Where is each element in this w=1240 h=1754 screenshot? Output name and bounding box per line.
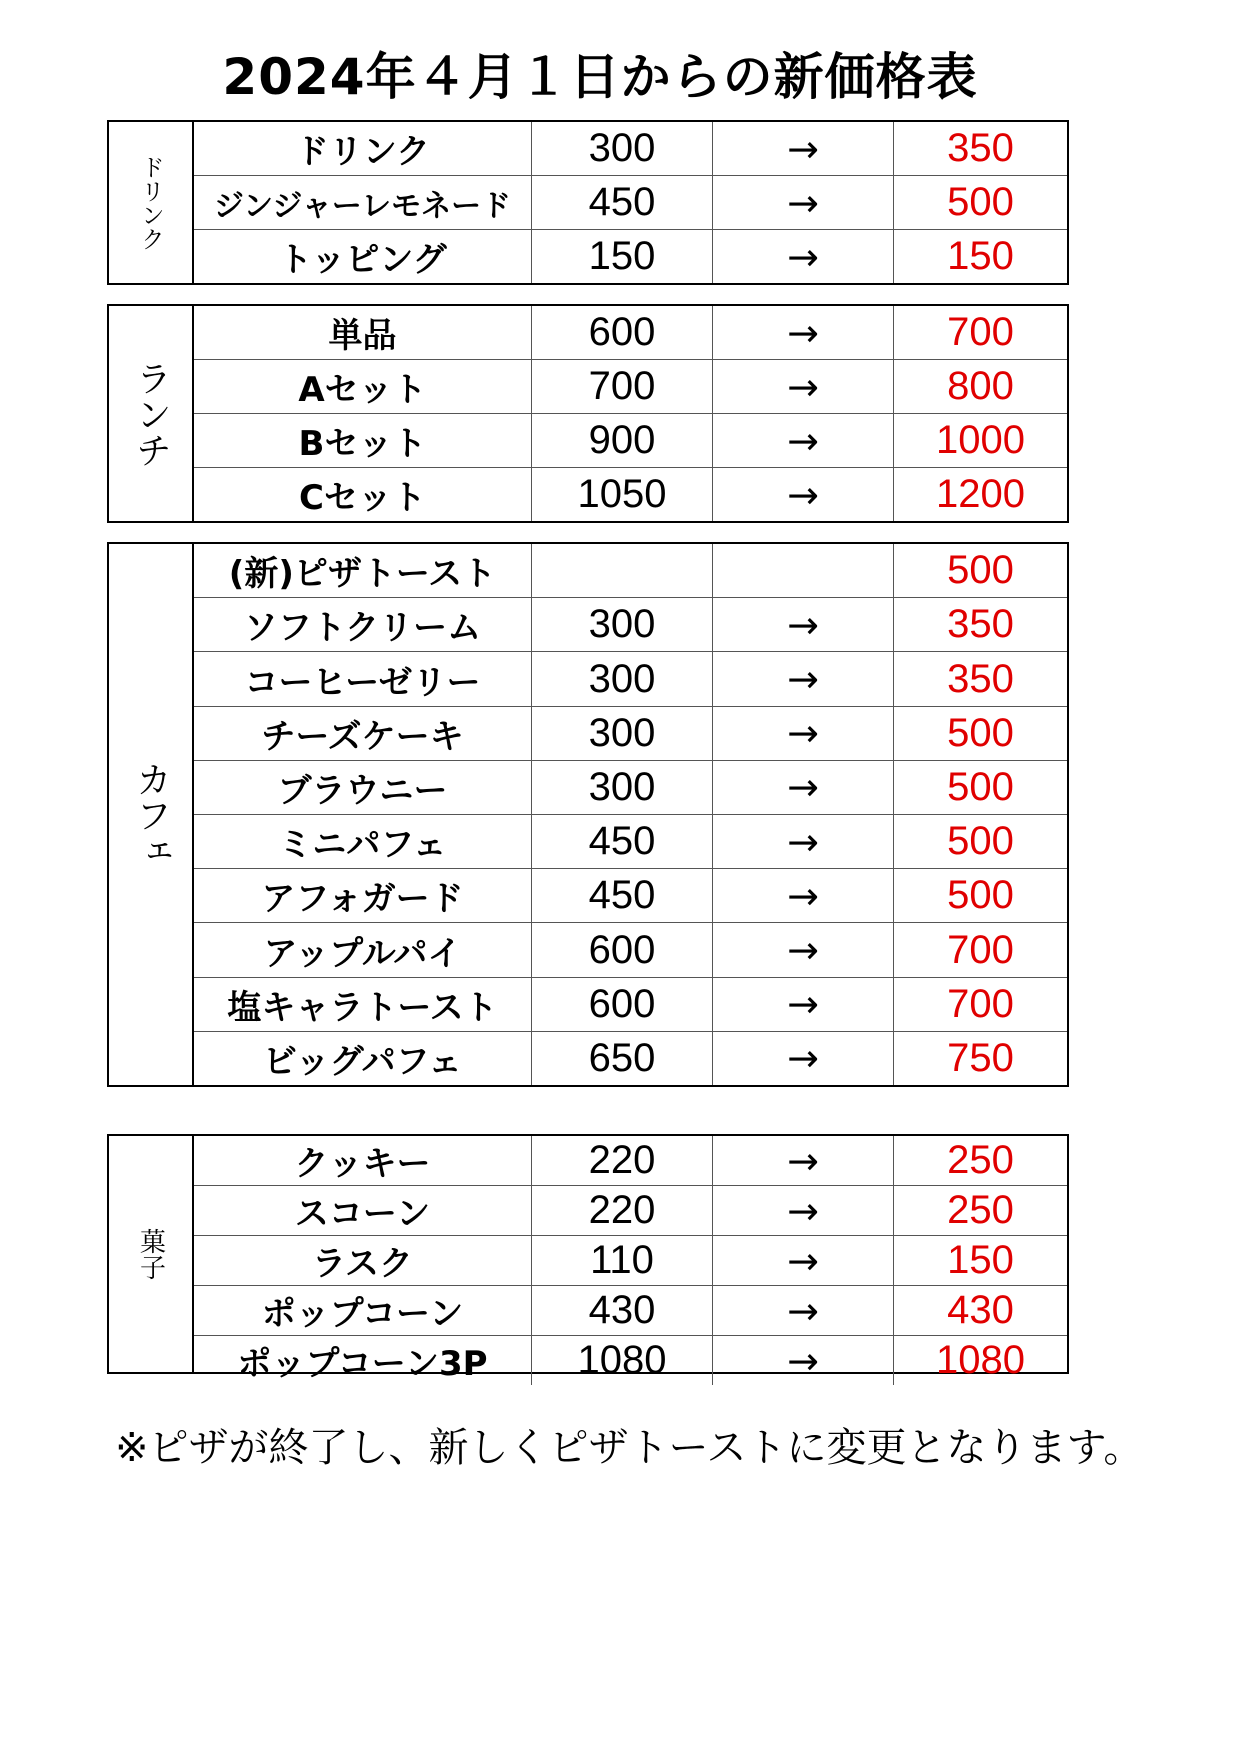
table-row	[194, 1136, 1067, 1185]
section-lunch	[107, 304, 1069, 523]
item-name: ビッグパフェ	[194, 1032, 532, 1085]
category-cell	[109, 122, 194, 283]
item-name: クッキー	[194, 1136, 532, 1185]
new-price: 500	[947, 548, 1014, 593]
item-name: 塩キャラトースト	[194, 978, 532, 1031]
table-row	[194, 175, 1067, 229]
arrow-icon: →	[713, 122, 894, 175]
old-price: 1080	[532, 1336, 713, 1385]
old-price	[532, 544, 713, 597]
arrow-icon: →	[713, 1032, 894, 1085]
new-price: 1000	[936, 418, 1025, 462]
footnote: ※ピザが終了し、新しくピザトーストに変更となります。	[115, 1425, 1144, 1471]
category-cell	[109, 544, 194, 1085]
table-row	[194, 597, 1067, 651]
section-snacks	[107, 1134, 1069, 1384]
table-row	[194, 922, 1067, 976]
category-cell	[109, 1136, 194, 1372]
page-title: 2024年４月１日からの新価格表	[222, 48, 978, 106]
item-name: コーヒーゼリー	[194, 652, 532, 705]
item-name: ミニパフェ	[194, 815, 532, 868]
item-name: Aセット	[194, 360, 532, 413]
table-row	[194, 760, 1067, 814]
arrow-icon	[713, 544, 894, 597]
table-row	[194, 359, 1067, 413]
table-row	[194, 651, 1067, 705]
arrow-icon: →	[713, 306, 894, 359]
old-price: 300	[532, 122, 713, 175]
old-price: 600	[532, 306, 713, 359]
table-row	[194, 306, 1067, 359]
new-price: 430	[947, 1288, 1014, 1332]
category-label: ランチ	[130, 359, 172, 468]
arrow-icon: →	[713, 652, 894, 705]
old-price: 450	[532, 815, 713, 868]
table-row	[194, 544, 1067, 597]
new-price: 500	[947, 819, 1014, 864]
old-price: 450	[532, 176, 713, 229]
old-price: 300	[532, 761, 713, 814]
old-price: 450	[532, 869, 713, 922]
category-label: カフェ	[130, 760, 172, 869]
new-price: 750	[947, 1035, 1014, 1080]
item-name: アフォガード	[194, 869, 532, 922]
old-price: 430	[532, 1286, 713, 1335]
item-name: (新)ピザトースト	[194, 544, 532, 597]
section-cafe	[107, 542, 1069, 1087]
table-row	[194, 1235, 1067, 1285]
old-price: 650	[532, 1032, 713, 1085]
old-price: 300	[532, 652, 713, 705]
item-name: ジンジャーレモネード	[194, 176, 532, 229]
table-row	[194, 706, 1067, 760]
category-cell	[109, 306, 194, 521]
table-row	[194, 814, 1067, 868]
item-name: ラスク	[194, 1236, 532, 1285]
old-price: 700	[532, 360, 713, 413]
arrow-icon: →	[713, 869, 894, 922]
old-price: 1050	[532, 468, 713, 521]
table-row	[194, 467, 1067, 521]
table-row	[194, 1185, 1067, 1235]
item-name: ポップコーン3P	[194, 1336, 532, 1385]
old-price: 900	[532, 414, 713, 467]
table-row	[194, 1335, 1067, 1385]
new-price: 350	[947, 126, 1014, 170]
arrow-icon: →	[713, 978, 894, 1031]
item-name: アップルパイ	[194, 923, 532, 976]
new-price: 150	[947, 1238, 1014, 1282]
new-price: 250	[947, 1138, 1014, 1182]
new-price: 700	[947, 310, 1014, 354]
old-price: 600	[532, 978, 713, 1031]
arrow-icon: →	[713, 1336, 894, 1385]
old-price: 600	[532, 923, 713, 976]
arrow-icon: →	[713, 923, 894, 976]
new-price: 350	[947, 602, 1014, 647]
new-price: 500	[947, 180, 1014, 224]
item-name: チーズケーキ	[194, 707, 532, 760]
arrow-icon: →	[713, 1136, 894, 1185]
arrow-icon: →	[713, 468, 894, 521]
old-price: 150	[532, 230, 713, 283]
new-price: 500	[947, 764, 1014, 809]
item-name: トッピング	[194, 230, 532, 283]
item-name: Cセット	[194, 468, 532, 521]
category-label: ドリンク	[136, 154, 165, 251]
arrow-icon: →	[713, 1186, 894, 1235]
table-row	[194, 1031, 1067, 1085]
arrow-icon: →	[713, 815, 894, 868]
new-price: 250	[947, 1188, 1014, 1232]
new-price: 800	[947, 364, 1014, 408]
item-name: 単品	[194, 306, 532, 359]
arrow-icon: →	[713, 1236, 894, 1285]
new-price: 700	[947, 981, 1014, 1026]
old-price: 220	[532, 1136, 713, 1185]
item-name: Bセット	[194, 414, 532, 467]
new-price: 350	[947, 656, 1014, 701]
table-row	[194, 122, 1067, 175]
arrow-icon: →	[713, 414, 894, 467]
old-price: 110	[532, 1236, 713, 1285]
old-price: 300	[532, 598, 713, 651]
table-row	[194, 1285, 1067, 1335]
arrow-icon: →	[713, 707, 894, 760]
category-label: 菓子	[135, 1228, 166, 1280]
old-price: 300	[532, 707, 713, 760]
arrow-icon: →	[713, 1286, 894, 1335]
new-price: 150	[947, 234, 1014, 278]
new-price: 1200	[936, 472, 1025, 516]
item-name: スコーン	[194, 1186, 532, 1235]
new-price: 500	[947, 710, 1014, 755]
arrow-icon: →	[713, 598, 894, 651]
new-price: 700	[947, 927, 1014, 972]
new-price: 500	[947, 873, 1014, 918]
item-name: ポップコーン	[194, 1286, 532, 1335]
section-drink	[107, 120, 1069, 285]
arrow-icon: →	[713, 360, 894, 413]
old-price: 220	[532, 1186, 713, 1235]
arrow-icon: →	[713, 230, 894, 283]
arrow-icon: →	[713, 761, 894, 814]
arrow-icon: →	[713, 176, 894, 229]
table-row	[194, 413, 1067, 467]
table-row	[194, 977, 1067, 1031]
item-name: ドリンク	[194, 122, 532, 175]
item-name: ブラウニー	[194, 761, 532, 814]
table-row	[194, 229, 1067, 283]
item-name: ソフトクリーム	[194, 598, 532, 651]
table-row	[194, 868, 1067, 922]
new-price: 1080	[936, 1338, 1025, 1382]
